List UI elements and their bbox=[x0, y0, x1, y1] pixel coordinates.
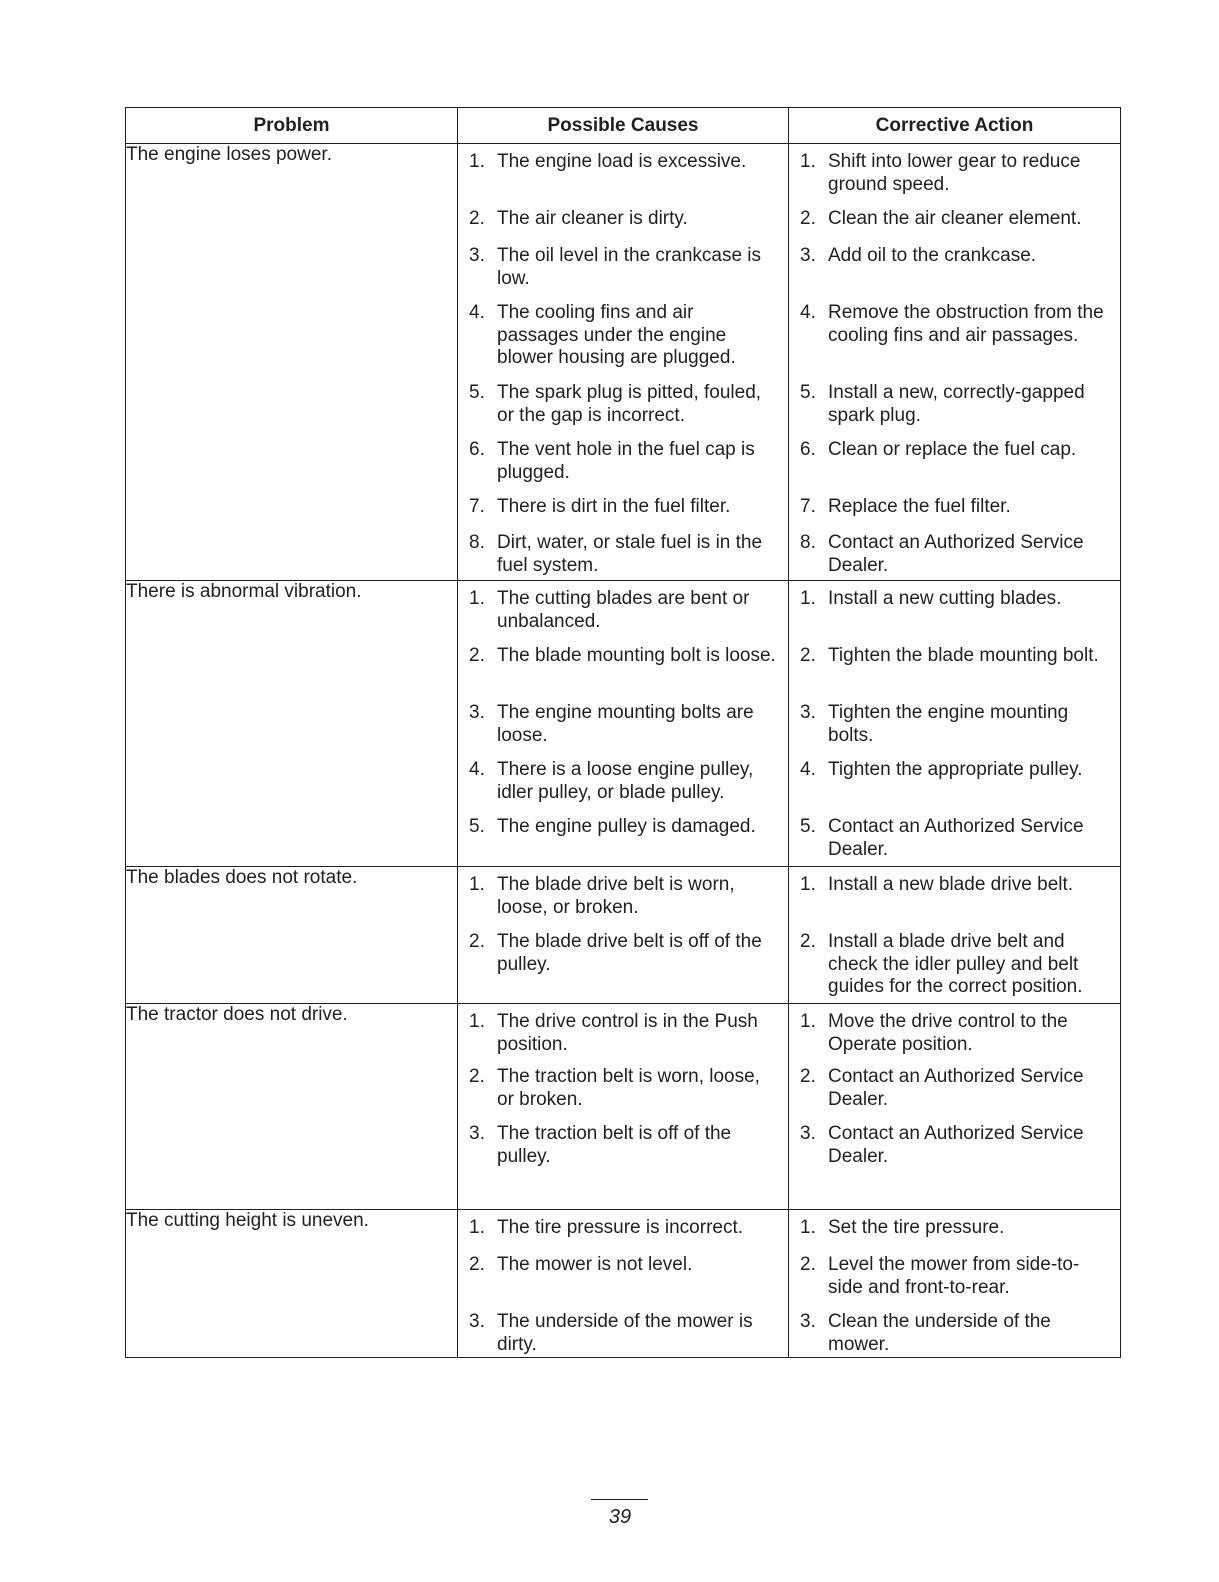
cause-item bbox=[458, 759, 788, 816]
cause-text: The engine mounting bolts are loose. bbox=[497, 702, 754, 746]
item-number: 1. bbox=[469, 588, 485, 609]
action-list bbox=[789, 1004, 1120, 1180]
item-number: 1. bbox=[469, 151, 485, 172]
action-text: Clean the underside of the mower. bbox=[828, 1311, 1051, 1355]
page-number-rule bbox=[591, 1499, 648, 1500]
item-number: 2. bbox=[469, 1254, 485, 1275]
item-number: 4. bbox=[800, 302, 816, 323]
cause-list bbox=[458, 867, 788, 989]
action-item bbox=[789, 931, 1120, 997]
item-number: 1. bbox=[800, 1217, 816, 1238]
action-item bbox=[789, 151, 1120, 208]
action-text: Install a blade drive belt and check the idler pulley and belt guides for the correct position. bbox=[828, 931, 1083, 997]
problem-cell: The cutting height is uneven. bbox=[126, 1210, 458, 1358]
cause-list bbox=[458, 1210, 788, 1355]
cause-text: The underside of the mower is dirty. bbox=[497, 1311, 753, 1355]
action-text: Install a new blade drive belt. bbox=[828, 874, 1074, 895]
cause-item bbox=[458, 588, 788, 645]
action-item bbox=[789, 1217, 1120, 1254]
cause-text: The traction belt is worn, loose, or broken. bbox=[497, 1066, 760, 1110]
item-number: 8. bbox=[469, 532, 485, 553]
action-item bbox=[789, 816, 1120, 860]
action-item bbox=[789, 439, 1120, 496]
item-number: 1. bbox=[800, 874, 816, 895]
action-item bbox=[789, 1123, 1120, 1180]
action-text: Contact an Authorized Service Dealer. bbox=[828, 532, 1084, 576]
cause-text: There is a loose engine pulley, idler pulley, or blade pulley. bbox=[497, 759, 754, 803]
action-text: Tighten the blade mounting bolt. bbox=[828, 645, 1099, 666]
item-number: 1. bbox=[469, 1217, 485, 1238]
cause-text: There is dirt in the fuel filter. bbox=[497, 496, 731, 517]
item-number: 2. bbox=[800, 931, 816, 952]
action-text: Replace the fuel filter. bbox=[828, 496, 1011, 517]
item-number: 5. bbox=[469, 816, 485, 837]
cause-text: The cutting blades are bent or unbalanced. bbox=[497, 588, 750, 632]
item-number: 8. bbox=[800, 532, 816, 553]
cause-item bbox=[458, 1254, 788, 1311]
cause-item bbox=[458, 1123, 788, 1180]
possible-causes-cell bbox=[458, 581, 789, 867]
cause-text: The engine pulley is damaged. bbox=[497, 816, 756, 837]
item-number: 2. bbox=[800, 208, 816, 229]
action-item bbox=[789, 496, 1120, 532]
corrective-action-cell bbox=[789, 581, 1121, 867]
action-text: Install a new cutting blades. bbox=[828, 588, 1062, 609]
item-number: 3. bbox=[469, 245, 485, 266]
item-number: 2. bbox=[800, 1066, 816, 1087]
action-list bbox=[789, 867, 1120, 997]
header-possible-causes: Possible Causes bbox=[458, 108, 789, 144]
cause-text: The blade mounting bolt is loose. bbox=[497, 645, 776, 666]
action-text: Set the tire pressure. bbox=[828, 1217, 1005, 1238]
problem-cell: The tractor does not drive. bbox=[126, 1004, 458, 1210]
action-text: Contact an Authorized Service Dealer. bbox=[828, 1123, 1084, 1167]
action-item bbox=[789, 1066, 1120, 1123]
cause-item bbox=[458, 874, 788, 931]
cause-text: The traction belt is off of the pulley. bbox=[497, 1123, 732, 1167]
action-text: Contact an Authorized Service Dealer. bbox=[828, 1066, 1084, 1110]
cause-item bbox=[458, 302, 788, 382]
action-text: Clean the air cleaner element. bbox=[828, 208, 1082, 229]
cause-text: The cooling fins and air passages under the engine blower housing are plugged. bbox=[497, 302, 736, 368]
possible-causes-cell bbox=[458, 867, 789, 1004]
action-text: Clean or replace the fuel cap. bbox=[828, 439, 1077, 460]
item-number: 2. bbox=[469, 1066, 485, 1087]
possible-causes-cell bbox=[458, 1004, 789, 1210]
action-text: Shift into lower gear to reduce ground speed. bbox=[828, 151, 1081, 195]
action-item bbox=[789, 645, 1120, 702]
item-number: 6. bbox=[800, 439, 816, 460]
item-number: 3. bbox=[800, 702, 816, 723]
cause-text: The spark plug is pitted, fouled, or the gap is incorrect. bbox=[497, 382, 762, 426]
page-number: 39 bbox=[608, 1506, 632, 1528]
item-number: 1. bbox=[469, 1011, 485, 1032]
action-text: Remove the obstruction from the cooling fins and air passages. bbox=[828, 302, 1104, 346]
corrective-action-cell bbox=[789, 144, 1121, 581]
action-item bbox=[789, 245, 1120, 302]
item-number: 2. bbox=[800, 1254, 816, 1275]
cause-item bbox=[458, 208, 788, 245]
cause-text: The oil level in the crankcase is low. bbox=[497, 245, 762, 289]
item-number: 7. bbox=[800, 496, 816, 517]
corrective-action-cell bbox=[789, 1210, 1121, 1358]
cause-text: The blade drive belt is off of the pulley. bbox=[497, 931, 762, 975]
action-text: Move the drive control to the Operate position. bbox=[828, 1011, 1068, 1055]
cause-item bbox=[458, 382, 788, 439]
cause-text: The blade drive belt is worn, loose, or broken. bbox=[497, 874, 735, 918]
cause-list bbox=[458, 144, 788, 576]
item-number: 3. bbox=[800, 1311, 816, 1332]
action-text: Tighten the engine mounting bolts. bbox=[828, 702, 1069, 746]
action-list bbox=[789, 581, 1120, 860]
header-row bbox=[126, 108, 1121, 144]
problem-cell: There is abnormal vibration. bbox=[126, 581, 458, 867]
action-item bbox=[789, 702, 1120, 759]
cause-item bbox=[458, 245, 788, 302]
action-text: Add oil to the crankcase. bbox=[828, 245, 1037, 266]
cause-item bbox=[458, 1011, 788, 1066]
item-number: 2. bbox=[469, 208, 485, 229]
action-item bbox=[789, 759, 1120, 816]
header-corrective-action: Corrective Action bbox=[789, 108, 1121, 144]
action-item bbox=[789, 874, 1120, 931]
problem-group-row bbox=[126, 1210, 1121, 1358]
cause-item bbox=[458, 645, 788, 702]
action-item bbox=[789, 208, 1120, 245]
action-item bbox=[789, 1254, 1120, 1311]
cause-item bbox=[458, 1066, 788, 1123]
action-list bbox=[789, 1210, 1120, 1355]
action-item bbox=[789, 302, 1120, 382]
item-number: 2. bbox=[800, 645, 816, 666]
cause-item bbox=[458, 931, 788, 989]
problem-group-row bbox=[126, 581, 1121, 867]
action-text: Contact an Authorized Service Dealer. bbox=[828, 816, 1084, 860]
cause-text: Dirt, water, or stale fuel is in the fuel system. bbox=[497, 532, 763, 576]
problem-group-row bbox=[126, 867, 1121, 1004]
cause-list bbox=[458, 581, 788, 852]
item-number: 5. bbox=[800, 382, 816, 403]
cause-item bbox=[458, 1311, 788, 1355]
item-number: 4. bbox=[469, 302, 485, 323]
cause-text: The tire pressure is incorrect. bbox=[497, 1217, 744, 1238]
action-item bbox=[789, 1311, 1120, 1355]
action-item bbox=[789, 1011, 1120, 1066]
possible-causes-cell bbox=[458, 144, 789, 581]
item-number: 3. bbox=[469, 1311, 485, 1332]
cause-item bbox=[458, 1217, 788, 1254]
item-number: 6. bbox=[469, 439, 485, 460]
cause-text: The vent hole in the fuel cap is plugged. bbox=[497, 439, 755, 483]
problem-group-row bbox=[126, 144, 1121, 581]
action-list bbox=[789, 144, 1120, 576]
problem-cell: The engine loses power. bbox=[126, 144, 458, 581]
cause-item bbox=[458, 496, 788, 532]
action-text: Tighten the appropriate pulley. bbox=[828, 759, 1083, 780]
possible-causes-cell bbox=[458, 1210, 789, 1358]
corrective-action-cell bbox=[789, 867, 1121, 1004]
item-number: 7. bbox=[469, 496, 485, 517]
header-problem: Problem bbox=[126, 108, 458, 144]
troubleshooting-table bbox=[125, 107, 1121, 1358]
item-number: 2. bbox=[469, 645, 485, 666]
action-text: Install a new, correctly-gapped spark plug. bbox=[828, 382, 1085, 426]
cause-text: The engine load is excessive. bbox=[497, 151, 747, 172]
cause-text: The air cleaner is dirty. bbox=[497, 208, 688, 229]
problem-cell: The blades does not rotate. bbox=[126, 867, 458, 1004]
item-number: 5. bbox=[800, 816, 816, 837]
cause-text: The mower is not level. bbox=[497, 1254, 693, 1275]
item-number: 1. bbox=[800, 151, 816, 172]
item-number: 3. bbox=[469, 1123, 485, 1144]
item-number: 2. bbox=[469, 931, 485, 952]
action-item bbox=[789, 588, 1120, 645]
item-number: 4. bbox=[469, 759, 485, 780]
cause-item bbox=[458, 151, 788, 208]
cause-list bbox=[458, 1004, 788, 1180]
item-number: 3. bbox=[800, 1123, 816, 1144]
action-item bbox=[789, 532, 1120, 576]
cause-item bbox=[458, 702, 788, 759]
item-number: 1. bbox=[800, 1011, 816, 1032]
item-number: 1. bbox=[469, 874, 485, 895]
item-number: 4. bbox=[800, 759, 816, 780]
cause-item bbox=[458, 439, 788, 496]
corrective-action-cell bbox=[789, 1004, 1121, 1210]
problem-group-row bbox=[126, 1004, 1121, 1210]
item-number: 3. bbox=[469, 702, 485, 723]
action-item bbox=[789, 382, 1120, 439]
action-text: Level the mower from side-to-side and front-to-rear. bbox=[828, 1254, 1080, 1298]
cause-item bbox=[458, 816, 788, 852]
item-number: 3. bbox=[800, 245, 816, 266]
item-number: 5. bbox=[469, 382, 485, 403]
cause-text: The drive control is in the Push position. bbox=[497, 1011, 758, 1055]
cause-item bbox=[458, 532, 788, 576]
item-number: 1. bbox=[800, 588, 816, 609]
